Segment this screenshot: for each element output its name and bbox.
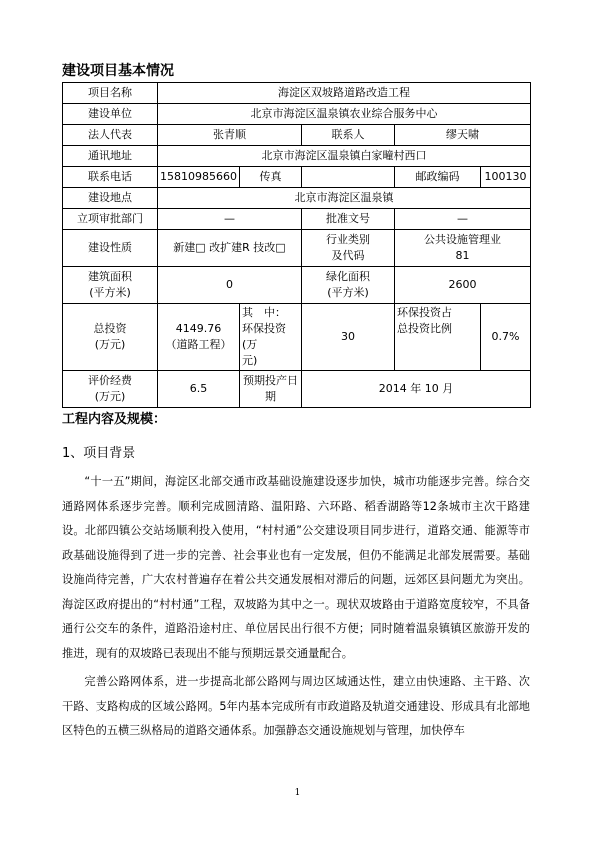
page-title: 建设项目基本情况 bbox=[62, 63, 174, 79]
table-row bbox=[63, 104, 531, 125]
project-name-label: 项目名称 bbox=[63, 83, 158, 104]
fax-value bbox=[302, 167, 395, 188]
project-info-table bbox=[62, 82, 531, 408]
table-row bbox=[63, 146, 531, 167]
phone-value: 15810985660 bbox=[158, 167, 240, 188]
phone-label: 联系电话 bbox=[63, 167, 158, 188]
contact-value: 缪天啸 bbox=[395, 125, 531, 146]
address-value: 北京市海淀区温泉镇白家疃村西口 bbox=[158, 146, 531, 167]
table-row bbox=[63, 304, 531, 371]
approval-dept-value: — bbox=[158, 209, 302, 230]
subsection-heading: 1、项目背景 bbox=[62, 446, 136, 461]
building-area-value: 0 bbox=[158, 267, 302, 304]
postcode-value: 100130 bbox=[481, 167, 531, 188]
env-investment-value: 30 bbox=[302, 304, 395, 371]
approval-dept-label: 立项审批部门 bbox=[63, 209, 158, 230]
project-name-value: 海淀区双坡路道路改造工程 bbox=[158, 83, 531, 104]
address-label: 通讯地址 bbox=[63, 146, 158, 167]
production-date-label: 预期投产日期 bbox=[240, 371, 302, 408]
construction-nature-label: 建设性质 bbox=[63, 230, 158, 267]
paragraph: “十一五”期间，海淀区北部交通市政基础设施建设逐步加快，城市功能逐步完善。综合交通路网体系逐步完善。顺利完成圆清路、温阳路、六环路、稻香湖路等12条城市主次干路建设。北部四镇公交站场顺利投入使用，“村村通”公交建设项目同步进行，道路交通、能源等市政基础设施得到了进一步的完善、社会事业也有一定发展，但仍不能满足北部发展需要。基础设施尚待完善，广大农村普遍存在着公共交通发展相对滞后的问题，远郊区县问题尤为突出。海淀区政府提出的“村村通”工程，双坡路为其中之一。现状双坡路由于道路宽度较窄，不具备通行公交车的条件，道路沿途村庄、单位居民出行很不方便；同时随着温泉镇镇区旅游开发的推进，现有的双坡路已表现出不能与预期远景交通量配合。 bbox=[62, 475, 530, 660]
table-row bbox=[63, 83, 531, 104]
production-date-value: 2014 年 10 月 bbox=[302, 371, 531, 408]
legal-rep-value: 张青顺 bbox=[158, 125, 302, 146]
eval-fee-label: 评价经费 (万元) bbox=[63, 371, 158, 408]
page-number: 1 bbox=[294, 788, 301, 798]
location-value: 北京市海淀区温泉镇 bbox=[158, 188, 531, 209]
table-row bbox=[63, 267, 531, 304]
construction-nature-value: 新建□ 改扩建R 技改□ bbox=[158, 230, 302, 267]
industry-code-value: 公共设施管理业 81 bbox=[395, 230, 531, 267]
section-heading: 工程内容及规模： bbox=[62, 412, 167, 427]
paragraph: 完善公路网体系，进一步提高北部公路网与周边区域通达性，建立由快速路、主干路、次干路、支路构成的区域公路网。5年内基本完成所有市政道路及轨道交通建设、形成具有北部地区特色的五横三纵格局的道路交通体系。加强静态交通设施规划与管理，加快停车 bbox=[62, 675, 530, 737]
content-section bbox=[62, 410, 530, 744]
table-row bbox=[63, 167, 531, 188]
builder-value: 北京市海淀区温泉镇农业综合服务中心 bbox=[158, 104, 531, 125]
env-investment-label: 其 中： 环保投资(万 元) bbox=[240, 304, 302, 371]
industry-code-label: 行业类别 及代码 bbox=[302, 230, 395, 267]
table-row bbox=[63, 230, 531, 267]
building-area-label: 建筑面积 (平方米) bbox=[63, 267, 158, 304]
approval-no-label: 批准文号 bbox=[302, 209, 395, 230]
table-row bbox=[63, 371, 531, 408]
contact-label: 联系人 bbox=[302, 125, 395, 146]
approval-no-value: — bbox=[395, 209, 531, 230]
green-area-label: 绿化面积 (平方米) bbox=[302, 267, 395, 304]
eval-fee-value: 6.5 bbox=[158, 371, 240, 408]
table-row bbox=[63, 188, 531, 209]
total-investment-value: 4149.76 （道路工程） bbox=[158, 304, 240, 371]
total-investment-label: 总投资 (万元) bbox=[63, 304, 158, 371]
postcode-label: 邮政编码 bbox=[395, 167, 481, 188]
legal-rep-label: 法人代表 bbox=[63, 125, 158, 146]
env-ratio-value: 0.7% bbox=[481, 304, 531, 371]
table-row bbox=[63, 209, 531, 230]
green-area-value: 2600 bbox=[395, 267, 531, 304]
builder-label: 建设单位 bbox=[63, 104, 158, 125]
env-ratio-label: 环保投资占 总投资比例 bbox=[395, 304, 481, 371]
location-label: 建设地点 bbox=[63, 188, 158, 209]
fax-label: 传真 bbox=[240, 167, 302, 188]
table-row bbox=[63, 125, 531, 146]
